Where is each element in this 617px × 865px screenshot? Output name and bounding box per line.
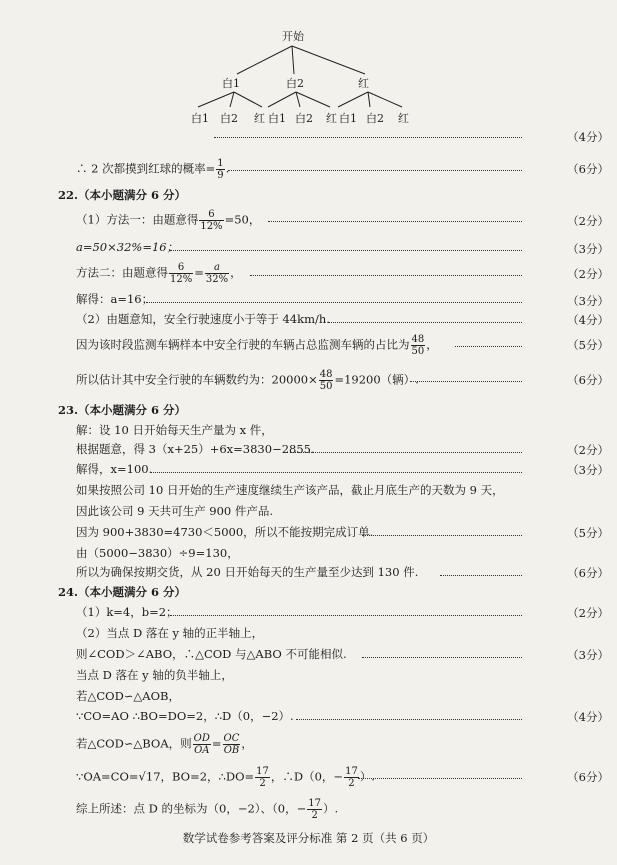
score-q23-3: （3分）: [567, 463, 609, 477]
tree-l2-4: 白2: [295, 112, 313, 125]
score-q23-2: （2分）: [567, 443, 609, 457]
leader-dots: [410, 381, 522, 382]
tree-l2-7: 白2: [366, 112, 384, 125]
leader-dots: [362, 657, 522, 658]
leader-dots: [170, 250, 522, 251]
fraction: $\frac{17}{2}$: [308, 798, 321, 821]
leader-dots: [296, 719, 522, 720]
leader-dots: [146, 302, 522, 303]
q22-line1: （1）方法一：由题意得 $\frac{6}{12\%}$ =50，: [76, 209, 261, 232]
leader-dots: [268, 221, 522, 222]
q21-probability: ∴ 2 次都摸到红球的概率= $\frac{1}{9}$ .: [76, 158, 230, 181]
score-q24-3: （3分）: [567, 648, 609, 662]
leader-dots: [150, 472, 522, 473]
score-q24-8: （6分）: [567, 770, 609, 784]
score-q24-1: （2分）: [567, 606, 609, 620]
q23-title: 23.（本小题满分 6 分）: [58, 403, 187, 417]
score-q22-7: （6分）: [567, 373, 609, 387]
tree-l2-6: 白1: [339, 112, 357, 125]
tree-l2-0: 白1: [191, 112, 209, 125]
score-q23-8: （6分）: [567, 566, 609, 580]
tree-l2-8: 红: [398, 112, 409, 125]
tree-l1-2: 红: [358, 77, 369, 90]
q24-line3: 则∠COD＞∠ABO，∴△COD 与△ABO 不可能相似.: [76, 647, 347, 661]
score-q22-1: （2分）: [567, 214, 609, 228]
leader-dots: [290, 452, 522, 453]
leader-dots: [455, 346, 522, 347]
score-q21b: （6分）: [567, 162, 609, 176]
leader-dots: [250, 275, 522, 276]
fraction: $\frac{OD}{OA}$: [193, 733, 210, 756]
fraction: $\frac{48}{50}$: [319, 369, 333, 392]
leader-dots: [440, 575, 522, 576]
q24-line9: 综上所述：点 D 的坐标为（0，−2）、（0，− $\frac{17}{2}$ ）.: [76, 798, 339, 821]
q22-line7: 所以估计其中安全行驶的车辆数约为：20000× $\frac{48}{50}$ =19200（辆）.: [76, 369, 419, 392]
q23-line8: 所以为确保按期交货，从 20 日开始每天的生产量至少达到 130 件.: [76, 565, 419, 579]
q23-line7: 由（5000−3830）÷9=130，: [76, 546, 239, 560]
score-q22-5: （4分）: [567, 313, 609, 327]
q23-line3: 解得，x=100.: [76, 462, 153, 476]
q23-line2: 根据题意，得 3（x+25）+6x=3830−2855.: [76, 442, 315, 456]
q23-line5: 因此该公司 9 天共可生产 900 件产品.: [76, 504, 274, 518]
q23-line6: 因为 900+3830=4730＜5000，所以不能按期完成订单.: [76, 525, 374, 539]
leader-dots: [328, 322, 522, 323]
tree-l2-2: 红: [254, 112, 265, 125]
tree-l2-1: 白2: [220, 112, 238, 125]
probability-tree-diagram: [0, 0, 617, 135]
q23-line4: 如果按照公司 10 日开始的生产速度继续生产该产品，截止月底生产的天数为 9 天，: [76, 483, 504, 497]
q22-line4: 解得：a=16；: [76, 292, 154, 306]
fraction: $\frac{17}{2}$: [256, 766, 269, 789]
q24-line1: （1）k=4，b=2；: [76, 605, 178, 619]
score-q21a: （4分）: [567, 130, 609, 144]
q24-line6: ∵CO=AO ∴BO=DO=2，∴D（0，−2）.: [76, 709, 294, 723]
fraction: $\frac{a}{32\%}$: [205, 262, 229, 285]
fraction: $\frac{OC}{OB}$: [223, 733, 240, 756]
score-q24-6: （4分）: [567, 710, 609, 724]
score-q22-2: （3分）: [567, 242, 609, 256]
q22-line2: a=50×32%=16；: [76, 240, 179, 254]
fraction: $\frac{6}{12\%}$: [200, 209, 223, 232]
tree-l1-1: 白2: [286, 77, 304, 90]
score-q22-4: （3分）: [567, 294, 609, 308]
page-footer: 数学试卷参考答案及评分标准 第 2 页（共 6 页）: [182, 831, 435, 845]
leader-dots: [214, 137, 522, 138]
q24-title: 24.（本小题满分 6 分）: [58, 585, 187, 599]
fraction: $\frac{17}{2}$: [345, 766, 358, 789]
tree-l2-3: 白1: [268, 112, 286, 125]
leader-dots: [228, 170, 522, 171]
q24-line8: ∵OA=CO=√17，BO=2，∴DO= $\frac{17}{2}$ ，∴D（0，− $\frac{17}{2}$ ）.: [76, 766, 375, 789]
q23-line1: 解：设 10 日开始每天生产量为 x 件，: [76, 423, 273, 437]
q22-line3: 方法二：由题意得 $\frac{6}{12\%}$ = $\frac{a}{32\%}$ ，: [76, 262, 242, 285]
fraction: $\frac{1}{9}$: [217, 158, 224, 181]
q22-title: 22.（本小题满分 6 分）: [58, 188, 187, 202]
q22-line5: （2）由题意知，安全行驶速度小于等于 44km/h.: [76, 312, 330, 326]
score-q23-6: （5分）: [567, 526, 609, 540]
tree-l2-5: 红: [326, 112, 337, 125]
score-q22-3: （2分）: [567, 267, 609, 281]
q24-line4: 当点 D 落在 y 轴的负半轴上，: [76, 668, 233, 682]
leader-dots: [358, 778, 522, 779]
q22-line6: 因为该时段监测车辆样本中安全行驶的车辆占总监测车辆的占比为 $\frac{48}{50}$ ，: [76, 334, 438, 357]
q24-line2: （2）当点 D 落在 y 轴的正半轴上，: [76, 626, 264, 640]
fraction: $\frac{48}{50}$: [411, 334, 425, 357]
q24-line7: 若△COD∽△BOA，则 $\frac{OD}{OA}$ = $\frac{OC}{OB}$ ，: [76, 733, 253, 756]
leader-dots: [170, 615, 522, 616]
leader-dots: [362, 535, 522, 536]
score-q22-6: （5分）: [567, 338, 609, 352]
q24-line5: 若△COD∽△AOB，: [76, 689, 180, 703]
fraction: $\frac{6}{12\%}$: [170, 262, 193, 285]
tree-root: 开始: [282, 30, 304, 43]
tree-l1-0: 白1: [222, 77, 240, 90]
